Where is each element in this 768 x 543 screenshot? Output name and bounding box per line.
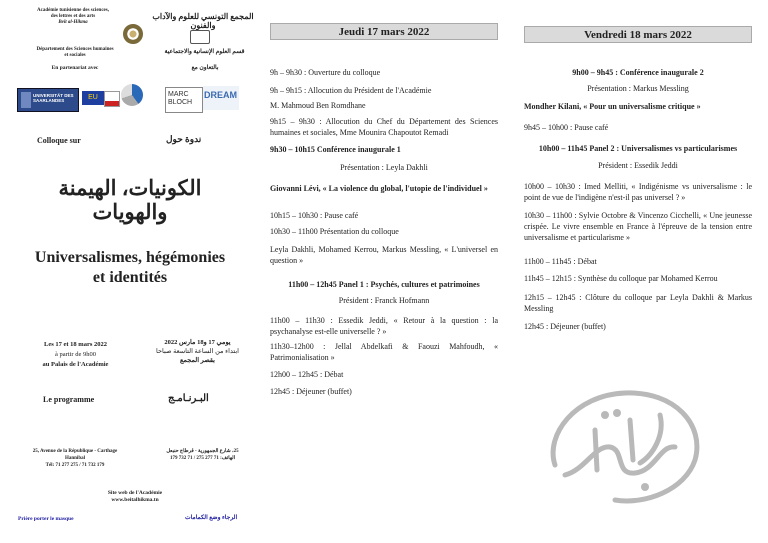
dream-logo xyxy=(203,86,239,110)
date-line: Les 17 et 18 mars 2022 xyxy=(43,341,107,348)
department-line: Département des Sciences humaines xyxy=(36,47,114,52)
partner-circle-logo xyxy=(121,84,143,106)
program-presenter: Président : Franck Hofmann xyxy=(338,296,430,305)
program-item: 12h00 – 12h45 : Débat xyxy=(270,370,344,379)
program-item: 10h15 – 10h30 : Pause café xyxy=(270,211,359,220)
program-session: 11h00 – 12h45 Panel 1 : Psychés, cultures et patrimoines xyxy=(288,280,480,289)
day2-header: Vendredi 18 mars 2022 xyxy=(524,26,752,43)
program-item: 12h15 – 12h45 : Clôture du colloque par Leyla Dakhli & Markus Messling xyxy=(524,293,752,313)
academy-line: des lettres et des arts xyxy=(50,14,96,19)
date-line: au Palais de l'Académie xyxy=(42,361,109,368)
colloque-label-ar: ندوة حول xyxy=(166,134,202,144)
watermark-dot xyxy=(641,483,649,491)
program-item: 11h00 – 11h45 : Débat xyxy=(524,257,597,266)
program-item: 9h – 9h15 : Allocution du Président de l'Académie xyxy=(270,86,432,95)
flag-stripe xyxy=(105,101,119,106)
address-line: 25، شارع الجمهورية - قرطاج حنبعل xyxy=(166,449,239,454)
program-item: 12h45 : Déjeuner (buffet) xyxy=(270,387,352,396)
program-presenter: Président : Essedik Jeddi xyxy=(598,161,678,170)
title-ar-line2: والهويات xyxy=(92,200,168,224)
title-fr-line1: Universalismes, hégémonies xyxy=(34,249,226,266)
academy-line: Académie tunisienne des sciences, xyxy=(37,8,109,13)
watermark-stroke xyxy=(595,430,597,470)
address-line: Hannibal xyxy=(64,456,85,461)
academy-name-fr xyxy=(18,8,128,26)
flag-logo xyxy=(104,91,120,107)
program-item: 11h45 – 12h15 : Synthèse du colloque par Mohamed Kerrou xyxy=(524,274,718,283)
title-ar-line1: الكونيات، الهيمنة xyxy=(58,176,202,200)
program-presenter: Présentation : Markus Messling xyxy=(587,84,689,93)
day1-header: Jeudi 17 mars 2022 xyxy=(270,23,498,40)
program-keynote: Mondher Kilani, « Pour un universalisme critique » xyxy=(524,102,701,111)
saarland-university-logo xyxy=(17,88,79,112)
watermark-dot xyxy=(601,411,609,419)
partnership-ar: بالتعاون مع xyxy=(191,65,219,71)
address-line: 25, Avenue de la République - Carthage xyxy=(32,449,118,454)
program-keynote: Giovanni Lévi, « La violence du global, l'utopie de l'individuel » xyxy=(270,184,488,193)
programme-label-ar: البـرنـامـج xyxy=(168,393,209,404)
date-line: ابتداء من الساعة التاسعة صباحا xyxy=(156,348,239,355)
date-line: à partir de 9h00 xyxy=(55,351,96,358)
eu-flag-text: EU xyxy=(88,94,98,101)
address-line: Tél: 71 277 275 / 71 732 179 xyxy=(45,463,105,468)
marc-bloch-text: MARC BLOCH xyxy=(168,91,193,106)
title-fr-line2: et identités xyxy=(92,269,168,286)
programme-label-fr: Le programme xyxy=(43,395,95,404)
program-session: 9h30 – 10h15 Conférence inaugurale 1 xyxy=(270,145,401,154)
address-line: الهاتف: 71 277 275 / 71 732 179 xyxy=(169,456,236,461)
website-url[interactable]: www.beitalhikma.tn xyxy=(111,497,159,503)
eu-flag-logo xyxy=(82,91,104,105)
marc-bloch-logo xyxy=(165,87,203,113)
website-label: Site web de l'Académie xyxy=(107,490,163,496)
academy-logo-icon xyxy=(190,30,210,44)
program-item: 10h30 – 11h00 : Sylvie Octobre & Vincenzo Cicchelli, « Une jeunesse crispée. Le vivre ensemble en France à l'épreuve de la tension entre universalisme et particularisme » xyxy=(524,211,752,242)
department-ar: قسم العلوم الإنسانية والاجتماعية xyxy=(164,49,245,55)
program-item: M. Mahmoud Ben Romdhane xyxy=(270,101,366,110)
academy-name-ar: المجمع التونسي للعلوم والآداب والفنون xyxy=(152,12,254,30)
program-item: 10h30 – 11h00 Présentation du colloque xyxy=(270,227,399,236)
program-item: 9h – 9h30 : Ouverture du colloque xyxy=(270,68,381,77)
program-item: 10h00 – 10h30 : Imed Melliti, « Indigénisme vs universalisme : le point de vue de l'indigène n'est-il pas universel ? » xyxy=(524,182,752,202)
date-line: بقصر المجمع xyxy=(180,357,215,364)
mask-notice-ar: الرجاء وضع الكمامات xyxy=(185,515,238,521)
department-line: et sociales xyxy=(64,53,86,58)
program-session: 9h00 – 9h45 : Conférence inaugurale 2 xyxy=(572,68,704,77)
date-ar xyxy=(140,338,255,365)
calligraphy-watermark-icon xyxy=(535,375,715,515)
colloque-label-fr: Colloque sur xyxy=(37,136,81,145)
program-item: 12h45 : Déjeuner (buffet) xyxy=(524,322,606,331)
academy-emblem-icon xyxy=(123,24,143,44)
program-item: Leyla Dakhli, Mohamed Kerrou, Markus Messling, « L'universel en question » xyxy=(270,245,498,265)
department-fr xyxy=(22,47,128,59)
dream-text: DREAM xyxy=(204,90,237,100)
website xyxy=(80,490,190,504)
saarland-logo-text: UNIVERSITÄT DES SAARLANDES xyxy=(33,93,74,103)
date-fr xyxy=(18,340,133,370)
date-line: يومي 17 و18 مارس 2022 xyxy=(164,339,231,346)
program-item: 11h00 – 11h30 : Essedik Jeddi, « Retour à la question : la psychanalyse est-elle universelle ? » xyxy=(270,316,498,336)
saarland-logo-icon xyxy=(21,92,31,108)
address-ar xyxy=(150,448,255,462)
address-fr xyxy=(20,448,130,469)
academy-line: Beït al-Hikma xyxy=(58,20,88,25)
partnership-fr: En partenariat avec xyxy=(51,65,99,71)
watermark-stroke xyxy=(565,447,675,475)
program-item: 9h45 – 10h00 : Pause café xyxy=(524,123,609,132)
watermark-dot xyxy=(613,409,621,417)
program-session: 10h00 – 11h45 Panel 2 : Universalismes vs particularismes xyxy=(538,144,738,153)
program-presenter: Présentation : Leyla Dakhli xyxy=(340,163,428,172)
mask-notice-fr: Prière porter le masque xyxy=(18,516,74,522)
watermark-stroke xyxy=(630,420,633,460)
program-item: 9h15 – 9h30 : Allocution du Chef du Département des Sciences humaines et sociales, Mme Mounira Chapoutot Remadi xyxy=(270,117,498,137)
program-item: 11h30–12h00 : Jellal Abdelkafi & Faouzi Mahfoudh, « Patrimonialisation » xyxy=(270,342,498,362)
